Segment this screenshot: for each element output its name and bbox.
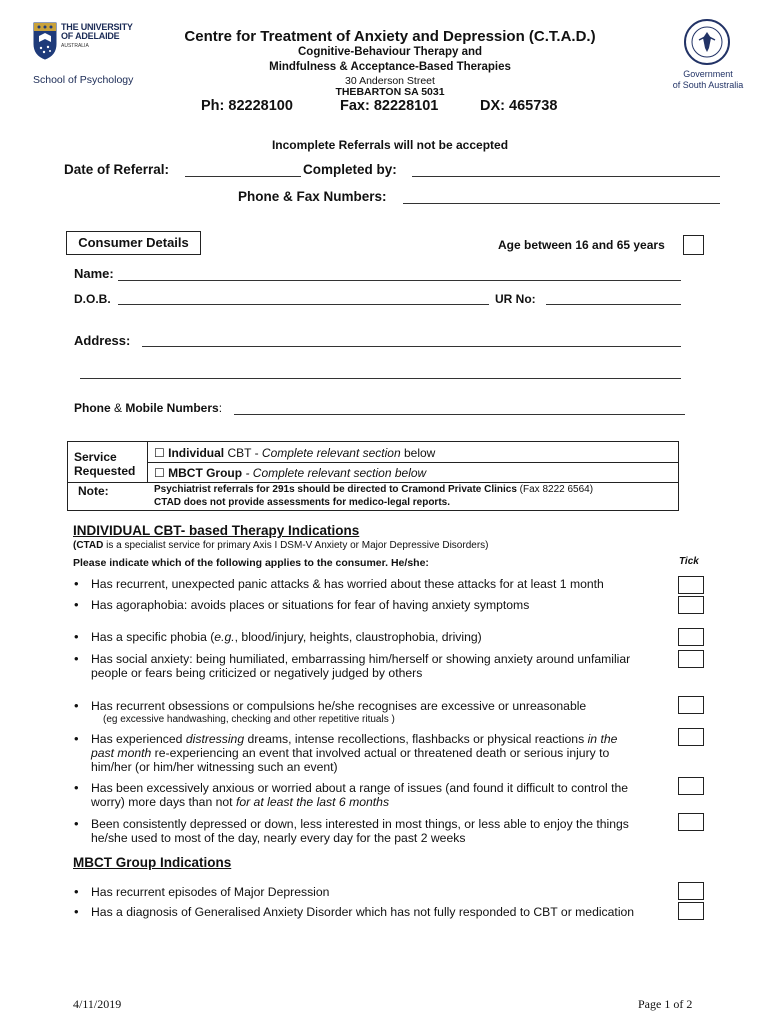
individual-cbt-option[interactable]: ☐ Individual CBT - Complete relevant section below: [154, 446, 436, 460]
mbct-heading: MBCT Group Indications: [73, 855, 232, 870]
tick-box-generalised-anxiety[interactable]: [678, 777, 704, 795]
footer-date: 4/11/2019: [73, 997, 122, 1011]
bullet-icon: •: [74, 597, 79, 612]
phone-mobile-field[interactable]: [234, 400, 685, 415]
fax-number: Fax: 82228101: [340, 98, 439, 114]
cbt-item-agoraphobia: Has agoraphobia: avoids places or situations for fear of having anxiety symptoms: [91, 598, 530, 612]
bullet-icon: •: [74, 698, 79, 713]
tick-box-trauma[interactable]: [678, 728, 704, 746]
address-suburb: THEBARTON SA 5031: [335, 86, 445, 98]
dob-field[interactable]: [118, 290, 489, 305]
phone-fax-field[interactable]: [403, 189, 720, 204]
university-crest-icon: [33, 22, 57, 60]
ur-number-field[interactable]: [546, 290, 681, 305]
dx-number: DX: 465738: [480, 98, 558, 114]
cbt-heading: INDIVIDUAL CBT- based Therapy Indications: [73, 523, 360, 538]
tick-box-panic[interactable]: [678, 576, 704, 594]
bullet-icon: •: [74, 731, 79, 746]
tick-box-social-anxiety[interactable]: [678, 650, 704, 668]
subtitle-line1: Cognitive-Behaviour Therapy and: [297, 46, 483, 58]
university-name-line1: THE UNIVERSITY: [61, 22, 133, 32]
mbct-group-option[interactable]: ☐ MBCT Group - Complete relevant section below: [154, 466, 427, 480]
cbt-subheading: (CTAD is a specialist service for primary Axis I DSM-V Anxiety or Major Depressive Disorders): [73, 540, 489, 551]
tick-box-obsessions[interactable]: [678, 696, 704, 714]
phone-mobile-label: Phone & Mobile Numbers:: [74, 401, 223, 415]
address-street: 30 Anderson Street: [345, 75, 435, 87]
age-range-checkbox[interactable]: [683, 235, 704, 255]
phone-fax-label: Phone & Fax Numbers:: [238, 189, 387, 204]
tick-box-major-depression[interactable]: [678, 882, 704, 900]
address-field-line2[interactable]: [80, 364, 681, 379]
bullet-icon: •: [74, 651, 79, 666]
ur-number-label: UR No:: [495, 292, 536, 306]
government-line1: Government: [683, 69, 733, 79]
consumer-details-heading: Consumer Details: [66, 231, 201, 255]
tick-box-gad[interactable]: [678, 902, 704, 920]
school-name: School of Psychology: [33, 74, 134, 86]
incomplete-notice: Incomplete Referrals will not be accepted: [271, 138, 509, 152]
cbt-instruction: Please indicate which of the following applies to the consumer. He/she:: [73, 557, 429, 569]
phone-number: Ph: 82228100: [201, 98, 293, 114]
government-logo: [665, 18, 755, 98]
mbct-item-gad: Has a diagnosis of Generalised Anxiety Disorder which has not fully responded to CBT or medication: [91, 905, 635, 919]
university-name-line2: OF ADELAIDE: [61, 31, 120, 41]
bullet-icon: •: [74, 780, 79, 795]
name-label: Name:: [74, 266, 114, 281]
address-field-line1[interactable]: [142, 332, 681, 347]
tick-box-specific-phobia[interactable]: [678, 628, 704, 646]
bullet-icon: •: [74, 629, 79, 644]
university-name-line3: AUSTRALIA: [61, 43, 89, 49]
subtitle-line2: Mindfulness & Acceptance-Based Therapies: [269, 61, 511, 73]
cbt-item-panic: Has recurrent, unexpected panic attacks & has worried about these attacks for at least 1 month: [91, 577, 604, 591]
bullet-icon: •: [74, 576, 79, 591]
age-range-label: Age between 16 and 65 years: [498, 238, 665, 252]
cbt-item-trauma: Has experienced distressing dreams, intense recollections, flashbacks or physical reactions in the past month re-experiencing an event that involved actual or threatened death or serious injury to him/her (or him/her witnessing such an event): [91, 732, 618, 774]
service-requested-label-2: Requested: [74, 464, 136, 478]
university-logo: [33, 22, 163, 92]
note-line1: Psychiatrist referrals for 291s should be directed to Cramond Private Clinics (Fax 8222 6564): [154, 484, 594, 495]
name-field[interactable]: [118, 266, 681, 281]
mbct-item-major-depression: Has recurrent episodes of Major Depression: [91, 885, 330, 899]
date-of-referral-field[interactable]: [185, 162, 301, 177]
date-of-referral-label: Date of Referral:: [64, 162, 170, 177]
tick-box-agoraphobia[interactable]: [678, 596, 704, 614]
service-requested-label-1: Service: [74, 450, 117, 464]
tick-box-depression[interactable]: [678, 813, 704, 831]
note-line2: CTAD does not provide assessments for medico-legal reports.: [154, 497, 450, 508]
service-requested-table: [67, 441, 679, 511]
page-number: Page 1 of 2: [638, 997, 693, 1011]
south-australia-seal-icon: [683, 18, 731, 66]
address-label: Address:: [74, 333, 131, 348]
bullet-icon: •: [74, 904, 79, 919]
cbt-item-depression: Been consistently depressed or down, less interested in most things, or less able to enjoy the things he/she used to most of the day, nearly every day for the past 2 weeks: [91, 817, 629, 845]
mbct-checkbox-icon[interactable]: ☐: [154, 466, 165, 480]
note-label: Note:: [78, 484, 109, 498]
cbt-item-obsessions: Has recurrent obsessions or compulsions he/she recognises are excessive or unreasonable (eg excessive handwashing, checking and other repetitive rituals ): [91, 699, 587, 725]
completed-by-field[interactable]: [412, 162, 720, 177]
bullet-icon: •: [74, 816, 79, 831]
completed-by-label: Completed by:: [303, 162, 397, 177]
individual-checkbox-icon[interactable]: ☐: [154, 446, 165, 460]
page-title: Centre for Treatment of Anxiety and Depression (C.T.A.D.): [184, 28, 596, 45]
cbt-item-generalised-anxiety: Has been excessively anxious or worried about a range of issues (and found it difficult to control the worry) more days than not for at least the last 6 months: [91, 781, 629, 809]
dob-label: D.O.B.: [74, 292, 111, 306]
government-line2: of South Australia: [672, 80, 744, 90]
cbt-item-specific-phobia: Has a specific phobia (e.g., blood/injury, heights, claustrophobia, driving): [91, 630, 482, 644]
tick-column-label: Tick: [679, 556, 699, 567]
cbt-item-social-anxiety: Has social anxiety: being humiliated, embarrassing him/herself or showing anxiety around unfamiliar people or fears being criticized or negatively judged by others: [91, 652, 631, 680]
bullet-icon: •: [74, 884, 79, 899]
